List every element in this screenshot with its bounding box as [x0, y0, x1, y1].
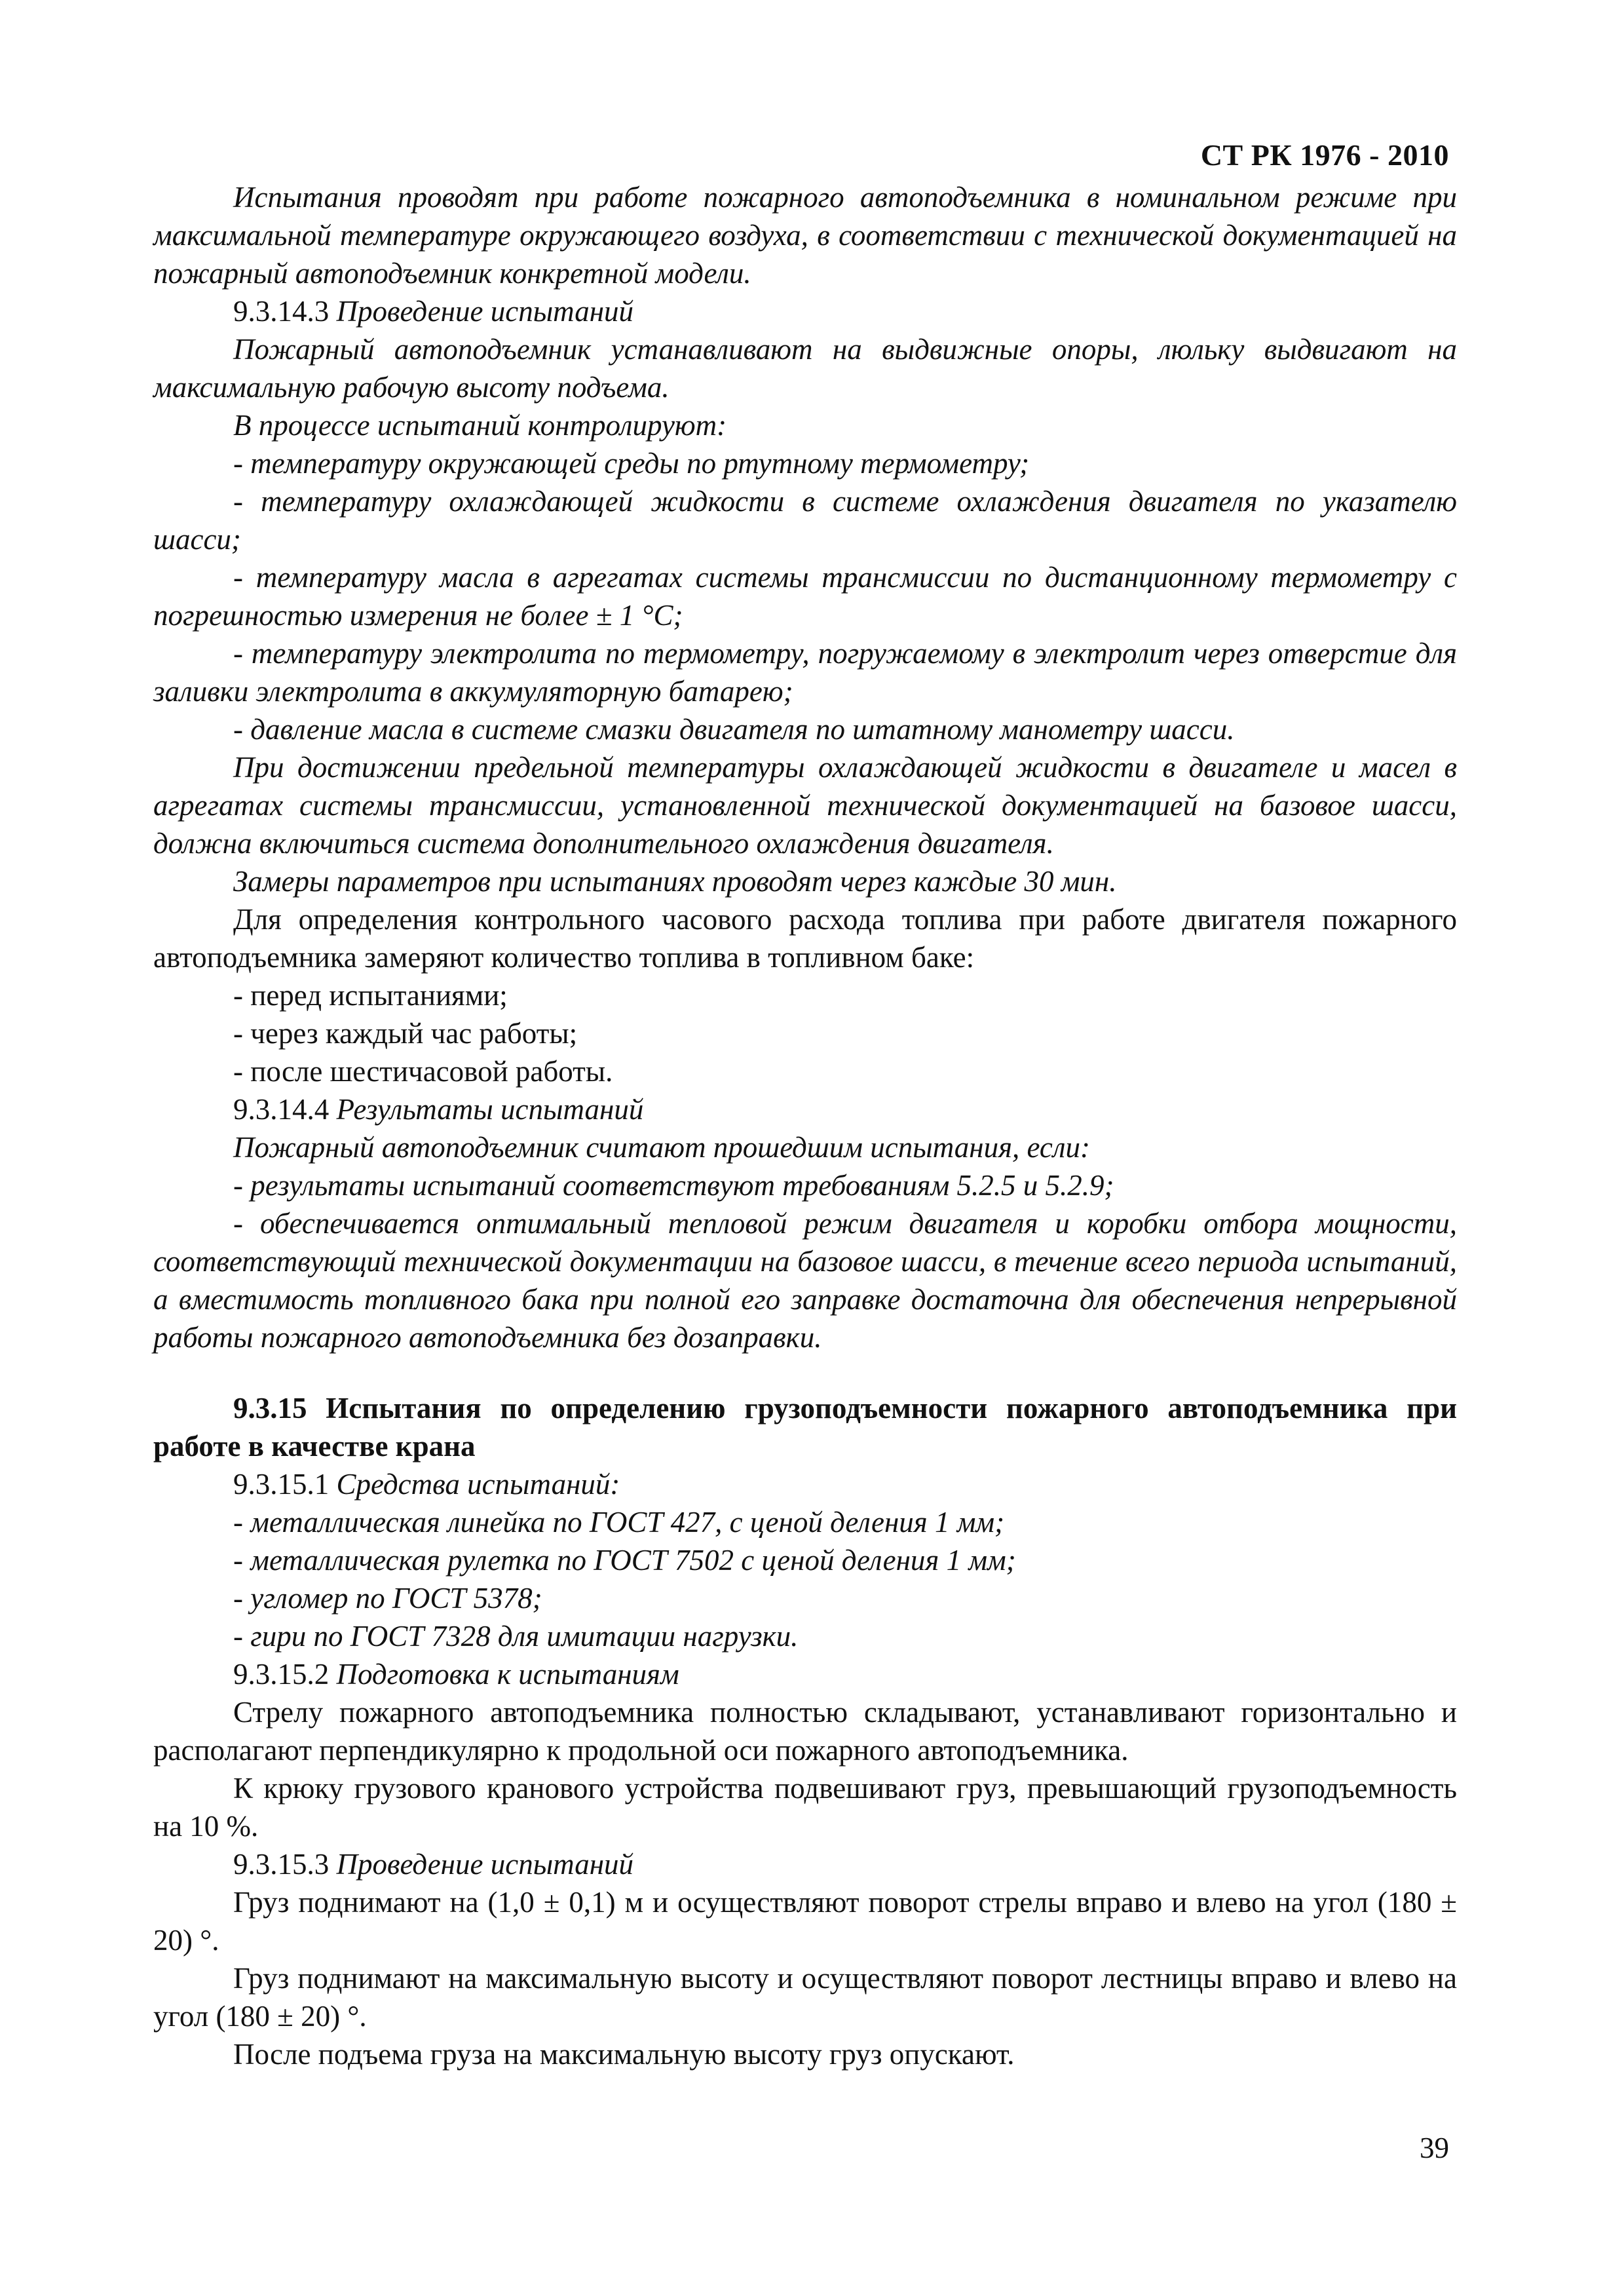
paragraph: После подъема груза на максимальную высоту груз опускают.	[233, 2038, 1015, 2071]
list-item: - через каждый час работы;	[233, 1017, 578, 1050]
subsection-number: 9.3.15.2	[233, 1658, 330, 1691]
paragraph: При достижении предельной температуры охлаждающей жидкости в двигателе и масел в агрегатах системы трансмиссии, установленной технической документацией на базовое шасси, должна включиться система дополнительного охлаждения двигателя.	[153, 751, 1457, 860]
subsection-9-3-15-3-heading	[153, 1845, 1457, 1883]
list-item: - температуру масла в агрегатах системы трансмиссии по дистанционному термометру с погрешностью измерения не более ± 1 °С;	[153, 561, 1457, 632]
document-body	[153, 178, 1457, 2073]
list-item: - угломер по ГОСТ 5378;	[233, 1582, 542, 1615]
list-item: - температуру охлаждающей жидкости в системе охлаждения двигателя по указателю шасси;	[153, 485, 1457, 556]
paragraph: В процессе испытаний контролируют:	[233, 409, 727, 442]
list-item: - металлическая рулетка по ГОСТ 7502 с ценой деления 1 мм;	[233, 1544, 1016, 1577]
list-item: - металлическая линейка по ГОСТ 427, с ценой деления 1 мм;	[233, 1506, 1005, 1539]
subsection-number: 9.3.14.3	[233, 295, 330, 328]
subsection-title: Подготовка к испытаниям	[336, 1658, 679, 1691]
intro-paragraph: Испытания проводят при работе пожарного автоподъемника в номинальном режиме при максимальной температуре окружающего воздуха, в соответствии с технической документацией на пожарный автоподъемник конкретной модели.	[153, 181, 1457, 290]
paragraph: Пожарный автоподъемник устанавливают на выдвижные опоры, люльку выдвигают на максимальную рабочую высоту подъема.	[153, 333, 1457, 404]
paragraph: Груз поднимают на максимальную высоту и осуществляют поворот лестницы вправо и влево на угол (180 ± 20) °.	[153, 1962, 1457, 2033]
page-number: 39	[1420, 2132, 1449, 2164]
paragraph: Пожарный автоподъемник считают прошедшим испытания, если:	[233, 1131, 1090, 1164]
list-item: - результаты испытаний соответствуют требованиям 5.2.5 и 5.2.9;	[233, 1169, 1114, 1202]
list-item: - обеспечивается оптимальный тепловой режим двигателя и коробки отбора мощности, соответствующий технической документации на базовое шасси, в течение всего периода испытаний, а вместимость топливного бака при полной его заправке достаточна для обеспечения непрерывной работы пожарного автоподъемника без дозаправки.	[153, 1207, 1457, 1354]
list-item: - давление масла в системе смазки двигателя по штатному манометру шасси.	[233, 713, 1235, 746]
subsection-title: Результаты испытаний	[336, 1093, 644, 1126]
paragraph: Стрелу пожарного автоподъемника полностью складывают, устанавливают горизонтально и располагают перпендикулярно к продольной оси пожарного автоподъемника.	[153, 1696, 1457, 1767]
subsection-number: 9.3.15.1	[233, 1468, 330, 1501]
subsection-title: Средства испытаний:	[336, 1468, 620, 1501]
subsection-number: 9.3.15.3	[233, 1848, 330, 1881]
paragraph: Для определения контрольного часового расхода топлива при работе двигателя пожарного автоподъемника замеряют количество топлива в топливном баке:	[153, 903, 1457, 974]
subsection-9-3-14-4-heading	[153, 1090, 1457, 1128]
subsection-9-3-15-2-heading	[153, 1655, 1457, 1693]
paragraph: К крюку грузового кранового устройства подвешивают груз, превышающий грузоподъемность на 10 %.	[153, 1772, 1457, 1843]
document-code-header: СТ РК 1976 - 2010	[1200, 138, 1449, 172]
list-item: - гири по ГОСТ 7328 для имитации нагрузки.	[233, 1620, 799, 1653]
paragraph: Груз поднимают на (1,0 ± 0,1) м и осуществляют поворот стрелы вправо и влево на угол (180 ± 20) °.	[153, 1886, 1457, 1957]
paragraph: Замеры параметров при испытаниях проводят через каждые 30 мин.	[233, 865, 1117, 898]
subsection-9-3-15-1-heading	[153, 1465, 1457, 1503]
subsection-9-3-14-3-heading	[153, 292, 1457, 330]
subsection-title: Проведение испытаний	[336, 295, 634, 328]
subsection-number: 9.3.14.4	[233, 1093, 330, 1126]
section-spacer	[153, 1356, 1457, 1389]
list-item: - температуру электролита по термометру, погружаемому в электролит через отверстие для заливки электролита в аккумуляторную батарею;	[153, 637, 1457, 708]
list-item: - перед испытаниями;	[233, 979, 508, 1012]
section-9-3-15-heading: 9.3.15 Испытания по определению грузоподъемности пожарного автоподъемника при работе в качестве крана	[153, 1392, 1457, 1463]
subsection-title: Проведение испытаний	[336, 1848, 634, 1881]
list-item: - после шестичасовой работы.	[233, 1055, 613, 1088]
list-item: - температуру окружающей среды по ртутному термометру;	[233, 447, 1030, 480]
